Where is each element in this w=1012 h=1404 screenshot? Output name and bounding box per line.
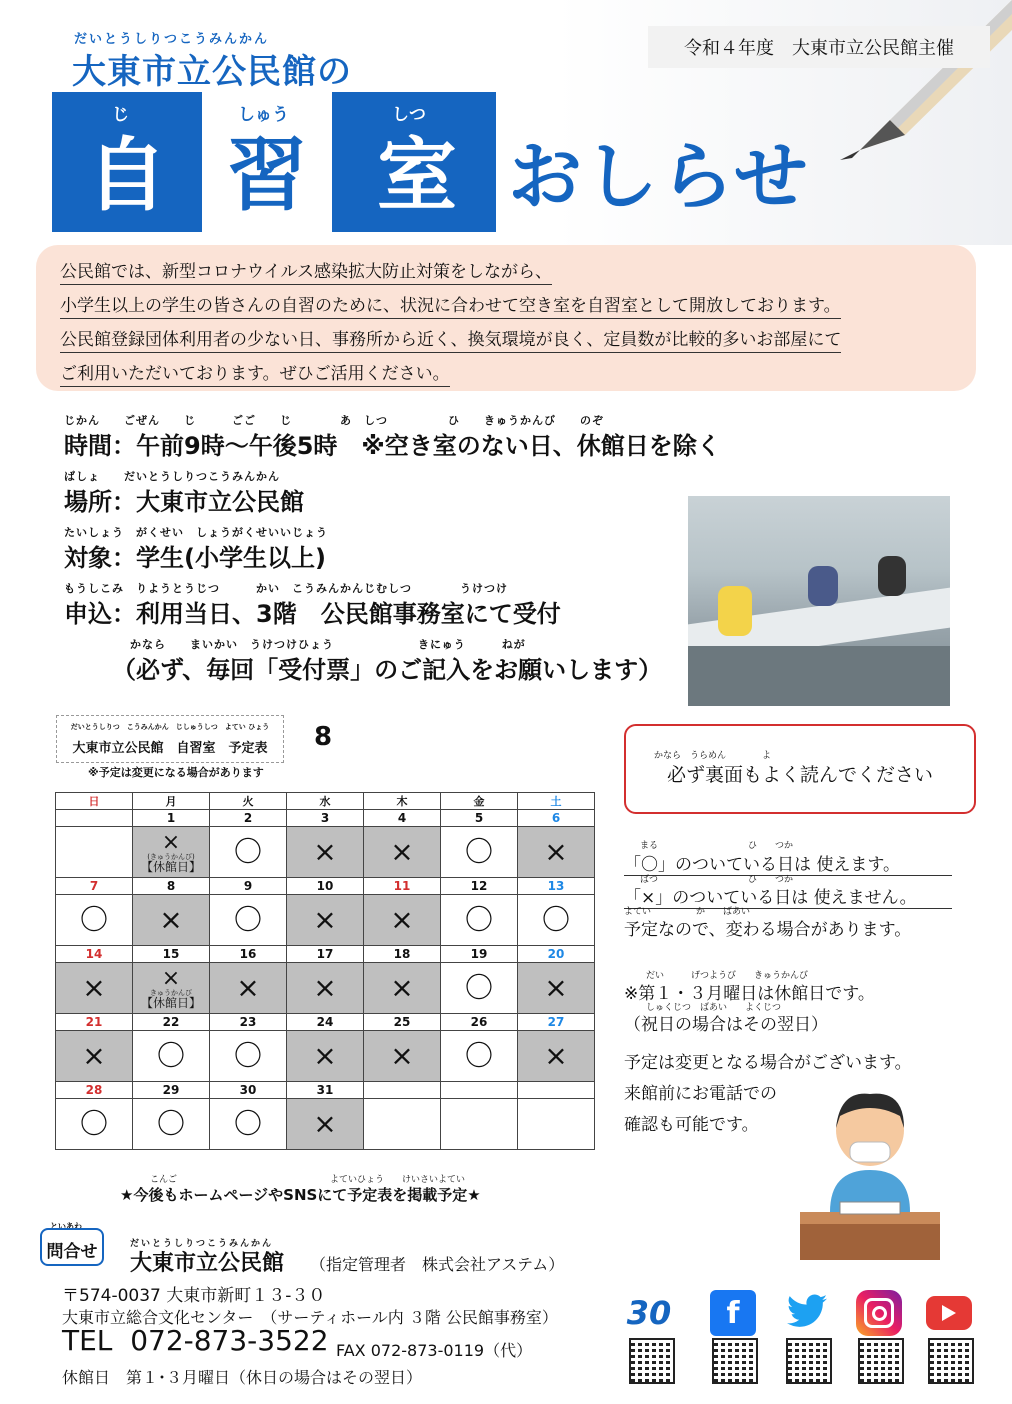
weekday-header: 水 <box>287 793 364 810</box>
availability-mark: × <box>544 971 568 1004</box>
calendar-table <box>55 792 595 1150</box>
availability-mark: 〇 <box>233 1039 262 1072</box>
calendar-availability <box>56 827 133 878</box>
availability-mark: × <box>313 971 337 1004</box>
qr-code-homepage[interactable] <box>629 1338 675 1384</box>
schedule-label-ruby: だいとうしりつ こうみんかん じしゅうしつ よてい ひょう <box>70 723 270 731</box>
calendar-availability <box>518 1099 595 1150</box>
availability-mark: × <box>390 971 414 1004</box>
change-note-1: 予定は変更となる場合がございます。 <box>624 1053 912 1073</box>
info-target: 対象：学生(小学生以上) <box>64 544 326 572</box>
calendar-availability <box>364 963 441 1014</box>
ng-ruby: ばつ ひ つか <box>640 875 794 885</box>
schedule-month: 8 <box>314 722 333 752</box>
title-ruby-3: しつ <box>392 105 426 125</box>
calendar-availability <box>364 1031 441 1082</box>
availability-mark: × <box>544 1039 568 1072</box>
org-title: 大東市立公民館の <box>72 52 352 92</box>
calendar-availability <box>210 827 287 878</box>
title-char-2: 習 <box>202 92 332 232</box>
contact-badge-ruby: といあわ <box>50 1222 82 1231</box>
availability-mark: 〇 <box>464 903 493 936</box>
calendar-date: 9 <box>210 878 287 895</box>
calendar-date: 13 <box>518 878 595 895</box>
footer-address: 〒574-0037 大東市新町１３-３０ <box>62 1286 326 1306</box>
calendar-date: 14 <box>56 946 133 963</box>
intro-line-3: 公民館登録団体利用者の少ない日、事務所から近く、換気環境が良く、定員数が比較的多いお部屋にて <box>60 325 841 353</box>
availability-mark: × <box>82 1039 106 1072</box>
calendar-date <box>441 1082 518 1099</box>
read-back-notice <box>624 724 976 814</box>
calendar-date: 8 <box>133 878 210 895</box>
availability-mark: 〇 <box>79 903 108 936</box>
availability-mark: × <box>313 1039 337 1072</box>
availability-mark: × <box>313 835 337 868</box>
tentative-ruby: よてい か ばあい <box>624 907 751 917</box>
legend-ok: 「〇」のついている日は 使えます。 <box>624 850 952 876</box>
availability-mark: × <box>390 903 414 936</box>
calendar-date: 4 <box>364 810 441 827</box>
calendar-availability <box>133 1031 210 1082</box>
footer-fax: FAX 072-873-0119（代） <box>336 1341 533 1360</box>
schedule-note: ※予定は変更になる場合があります <box>88 766 264 779</box>
schedule-label: 大東市立公民館 自習室 予定表 <box>72 741 268 756</box>
calendar-date: 30 <box>210 1082 287 1099</box>
calendar-availability <box>56 895 133 946</box>
calendar-date: 3 <box>287 810 364 827</box>
apply-ruby: もうしこみ りようとうじつ かい こうみんかんじむしつ うけつけ <box>64 582 508 595</box>
calendar-date: 19 <box>441 946 518 963</box>
footer-manager: （指定管理者 株式会社アステム） <box>310 1255 565 1274</box>
calendar-date: 11 <box>364 878 441 895</box>
footer-closed-days: 休館日 第１･３月曜日（休日の場合はその翌日） <box>62 1368 423 1387</box>
calendar-date <box>518 1082 595 1099</box>
availability-mark: × <box>236 971 260 1004</box>
schedule-label-box <box>56 715 284 763</box>
calendar-availability <box>364 1099 441 1150</box>
availability-mark: 〇 <box>233 903 262 936</box>
calendar-date: 22 <box>133 1014 210 1031</box>
calendar-date: 6 <box>518 810 595 827</box>
availability-mark: × <box>161 965 181 991</box>
readback-text: 必ず裏面もよく読んでください <box>666 763 933 786</box>
calendar-availability <box>364 827 441 878</box>
availability-mark: × <box>82 971 106 1004</box>
change-note-2: 来館前にお電話での <box>624 1084 777 1104</box>
calendar-date: 29 <box>133 1082 210 1099</box>
calendar-date: 10 <box>287 878 364 895</box>
calendar-date: 15 <box>133 946 210 963</box>
calendar-availability <box>287 963 364 1014</box>
30th-anniversary-logo[interactable]: 30 <box>626 1294 672 1332</box>
calendar-availability <box>287 1031 364 1082</box>
calendar-date: 18 <box>364 946 441 963</box>
availability-mark: 〇 <box>156 1039 185 1072</box>
facebook-icon[interactable]: f <box>710 1290 756 1336</box>
legend-ng: 「×」のついている日は 使えません。 <box>624 883 952 909</box>
calendar-availability <box>210 1031 287 1082</box>
twitter-icon[interactable] <box>784 1290 830 1336</box>
calendar-availability <box>441 827 518 878</box>
weekday-header: 月 <box>133 793 210 810</box>
info-note: （必ず、毎回「受付票」のご記入をお願いします） <box>112 656 663 684</box>
calendar-availability <box>133 963 210 1014</box>
calendar-date: 16 <box>210 946 287 963</box>
change-note-3: 確認も可能です。 <box>624 1115 759 1135</box>
calendar-date: 2 <box>210 810 287 827</box>
calendar-availability <box>441 895 518 946</box>
calendar-availability <box>210 895 287 946</box>
calendar-date: 7 <box>56 878 133 895</box>
calendar-availability <box>518 895 595 946</box>
availability-mark: × <box>161 829 181 855</box>
closed-day-ruby: きゅうかんび <box>150 988 192 997</box>
title-box <box>52 92 496 232</box>
studying-child-illustration <box>800 1090 940 1260</box>
ok-ruby: まる ひ つか <box>640 841 794 851</box>
closed-note: ※第１・３月曜日は休館日です。 <box>624 984 875 1004</box>
calendar-availability <box>133 1099 210 1150</box>
availability-mark: × <box>313 1107 337 1140</box>
qr-code-instagram[interactable] <box>858 1338 904 1384</box>
qr-code-facebook[interactable] <box>712 1338 758 1384</box>
availability-mark: × <box>544 835 568 868</box>
title-char-3: 室 <box>377 128 457 222</box>
availability-mark: 〇 <box>464 971 493 1004</box>
calendar-date: 23 <box>210 1014 287 1031</box>
qr-code-youtube[interactable] <box>928 1338 974 1384</box>
instagram-icon[interactable] <box>856 1290 902 1336</box>
calendar-date: 28 <box>56 1082 133 1099</box>
footer-org-ruby: だいとうしりつこうみんかん <box>130 1239 274 1249</box>
title-ruby-1: じ <box>112 105 129 125</box>
calendar-availability <box>56 1099 133 1150</box>
weekday-header: 木 <box>364 793 441 810</box>
calendar-availability <box>210 963 287 1014</box>
availability-mark: 〇 <box>233 1107 262 1140</box>
calendar-availability <box>133 895 210 946</box>
calendar-date <box>56 810 133 827</box>
study-room-photo <box>688 496 950 706</box>
youtube-icon[interactable] <box>926 1296 972 1330</box>
info-apply: 申込：利用当日、3階 公民館事務室にて受付 <box>64 600 561 628</box>
intro-line-1: 公民館では、新型コロナウイルス感染拡大防止対策をしながら、 <box>60 257 552 285</box>
calendar-availability <box>441 1031 518 1082</box>
title-char-1: 自 <box>87 128 167 222</box>
time-ruby: じかん ごぜん じ ごご じ あ しつ ひ きゅうかんび のぞ <box>64 414 604 427</box>
calendar-availability <box>133 827 210 878</box>
pencil-illustration <box>800 0 1012 160</box>
availability-mark: × <box>159 903 183 936</box>
calendar-date: 27 <box>518 1014 595 1031</box>
calendar-availability <box>518 1031 595 1082</box>
calendar-date <box>364 1082 441 1099</box>
weekday-header: 火 <box>210 793 287 810</box>
availability-mark: 〇 <box>233 835 262 868</box>
calendar-date: 24 <box>287 1014 364 1031</box>
sponsor-label: 令和４年度 大東市立公民館主催 <box>648 26 990 68</box>
calendar-availability <box>287 1099 364 1150</box>
weekday-header: 土 <box>518 793 595 810</box>
calendar-availability <box>518 827 595 878</box>
calendar-availability <box>287 827 364 878</box>
title-ruby-2: しゅう <box>238 105 289 125</box>
closed-day-label: 【休館日】 <box>140 859 201 874</box>
closed-day-label: 【休館日】 <box>140 995 201 1010</box>
calendar-availability <box>364 895 441 946</box>
availability-mark: × <box>313 903 337 936</box>
calendar-availability <box>441 963 518 1014</box>
calendar-availability <box>56 1031 133 1082</box>
calendar-date: 25 <box>364 1014 441 1031</box>
calendar-date: 26 <box>441 1014 518 1031</box>
availability-mark: × <box>390 835 414 868</box>
weekday-header: 日 <box>56 793 133 810</box>
note-ruby: かなら まいかい うけつけひょう きにゅう ねが <box>130 638 526 651</box>
availability-mark: × <box>390 1039 414 1072</box>
intro-line-4: ご利用いただいております。ぜひご活用ください。 <box>60 359 450 387</box>
availability-mark: 〇 <box>156 1107 185 1140</box>
footer-org: 大東市立公民館 <box>130 1251 285 1276</box>
legend-tentative: 予定なので、変わる場合があります。 <box>624 920 912 940</box>
place-ruby: ばしょ だいとうしりつこうみんかん <box>64 470 280 483</box>
readback-ruby: かなら うらめん よ <box>654 751 772 761</box>
availability-mark: 〇 <box>464 1039 493 1072</box>
calendar-availability <box>441 1099 518 1150</box>
calendar-date: 12 <box>441 878 518 895</box>
org-title-ruby: だいとうしりつこうみんかん <box>74 32 270 47</box>
title-tail: おしらせ <box>508 134 810 220</box>
calendar-date: 20 <box>518 946 595 963</box>
intro-line-2: 小学生以上の学生の皆さんの自習のために、状況に合わせて空き室を自習室として開放しております。 <box>60 291 841 319</box>
availability-mark: 〇 <box>541 903 570 936</box>
qr-code-twitter[interactable] <box>786 1338 832 1384</box>
calendar-availability <box>210 1099 287 1150</box>
calendar-date: 21 <box>56 1014 133 1031</box>
availability-mark: 〇 <box>464 835 493 868</box>
closed-day-ruby: (きゅうかんび) <box>147 852 195 861</box>
footer-building: 大東市立総合文化センター （サーティホール内 ３階 公民館事務室） <box>62 1308 558 1327</box>
sns-note: ★今後もホームページやSNSにて予定表を掲載予定★ <box>120 1186 481 1204</box>
weekday-header: 金 <box>441 793 518 810</box>
footer-tel: TEL 072-873-3522 <box>62 1324 329 1357</box>
info-time: 時間：午前9時～午後5時 ※空き室のない日、休館日を除く <box>64 432 721 460</box>
target-ruby: たいしょう がくせい しょうがくせいいじょう <box>64 526 328 539</box>
info-place: 場所：大東市立公民館 <box>64 488 304 516</box>
calendar-availability <box>287 895 364 946</box>
calendar-date: 1 <box>133 810 210 827</box>
holiday-ruby: しゅくじつ ばあい よくじつ <box>646 1003 782 1013</box>
calendar-availability <box>518 963 595 1014</box>
contact-badge: 問合せ <box>40 1228 104 1266</box>
calendar-date: 17 <box>287 946 364 963</box>
holiday-note: （祝日の場合はその翌日） <box>624 1015 828 1035</box>
availability-mark: 〇 <box>79 1107 108 1140</box>
calendar-date: 5 <box>441 810 518 827</box>
calendar-date: 31 <box>287 1082 364 1099</box>
intro-box <box>36 245 976 391</box>
sns-note-ruby: こんご よていひょう けいさいよてい <box>150 1175 466 1185</box>
calendar-availability <box>56 963 133 1014</box>
closed-ruby: だい げつようび きゅうかんび <box>646 971 809 981</box>
